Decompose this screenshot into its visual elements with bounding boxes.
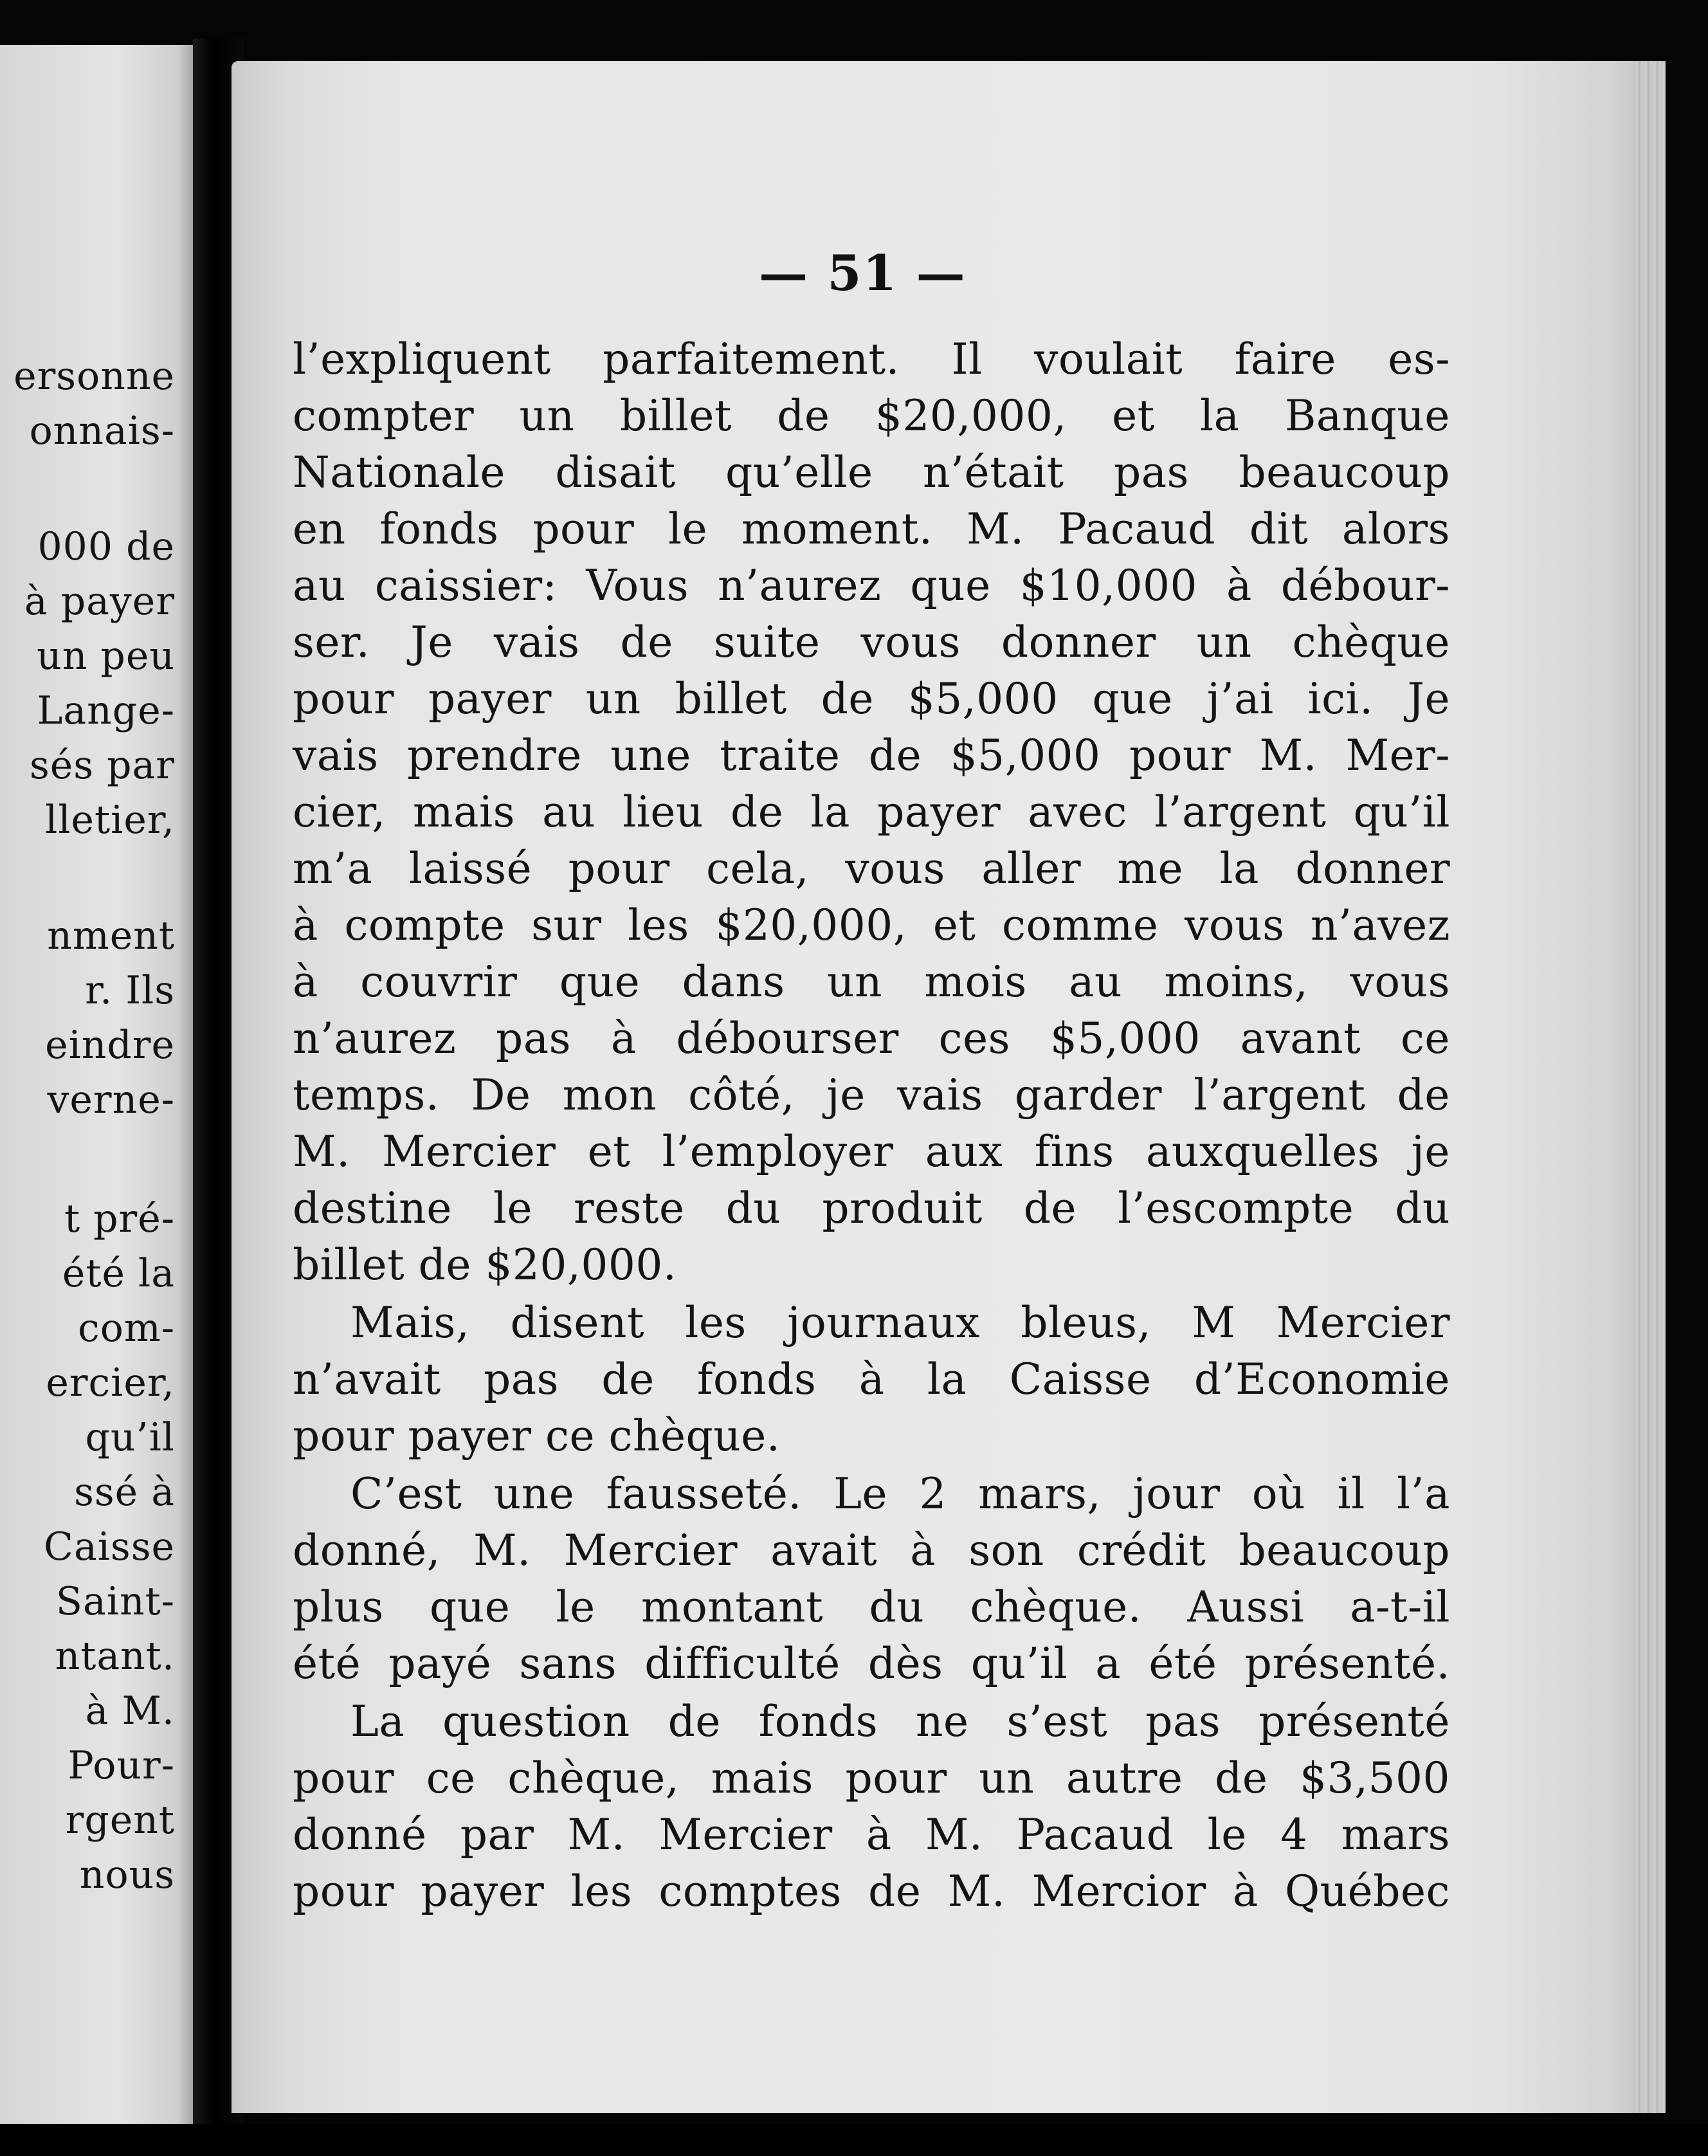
previous-page-line: à M.	[85, 1688, 175, 1733]
previous-page-line: Lange-	[37, 688, 175, 733]
previous-page-line: rgent	[65, 1798, 175, 1843]
text-line: compter un billet de $20,000, et la Banque	[293, 391, 1450, 441]
previous-page-fragment	[0, 45, 193, 2129]
text-line: au caissier: Vous n’aurez que $10,000 à débour-	[293, 561, 1450, 610]
previous-page-line: r. Ils	[85, 968, 175, 1013]
text-line: n’aurez pas à débourser ces $5,000 avant ce	[293, 1014, 1450, 1063]
previous-page-line: ssé à	[74, 1470, 175, 1515]
text-line: donné par M. Mercier à M. Pacaud le 4 mars	[293, 1810, 1450, 1859]
text-line: ser. Je vais de suite vous donner un chèque	[293, 617, 1450, 667]
text-line: n’avait pas de fonds à la Caisse d’Economie	[293, 1355, 1450, 1404]
text-line: pour payer ce chèque.	[293, 1411, 781, 1461]
text-line: M. Mercier et l’employer aux fins auxquelles je	[293, 1127, 1450, 1176]
text-line: plus que le montant du chèque. Aussi a-t-il	[293, 1582, 1450, 1632]
text-line: l’expliquent parfaitement. Il voulait faire es-	[293, 334, 1450, 384]
previous-page-line: lletier,	[45, 798, 175, 843]
text-line: Nationale disait qu’elle n’était pas beaucoup	[293, 448, 1450, 497]
text-line: été payé sans difficulté dès qu’il a été présenté.	[293, 1639, 1450, 1688]
previous-page-line: sés par	[29, 743, 175, 788]
previous-page-line: ersonne	[14, 354, 175, 399]
page-number: — 51 —	[759, 244, 967, 302]
text-line: vais prendre une traite de $5,000 pour M. Mer-	[293, 731, 1450, 780]
previous-page-line: ercier,	[46, 1360, 175, 1405]
text-line: destine le reste du produit de l’escompte du	[293, 1183, 1450, 1233]
previous-page-line: ntant.	[55, 1634, 175, 1679]
text-line: temps. De mon côté, je vais garder l’argent de	[293, 1070, 1450, 1120]
previous-page-line: qu’il	[85, 1415, 175, 1460]
previous-page-line: Caisse	[44, 1524, 175, 1569]
previous-page-line: verne-	[47, 1077, 175, 1122]
previous-page-line: Pour-	[68, 1743, 175, 1788]
text-line: en fonds pour le moment. M. Pacaud dit alors	[293, 504, 1450, 554]
text-line: à compte sur les $20,000, et comme vous n’avez	[293, 900, 1450, 950]
previous-page-line: t pré-	[64, 1196, 175, 1241]
previous-page-line: onnais-	[29, 408, 175, 453]
text-line: cier, mais au lieu de la payer avec l’argent qu’il	[293, 787, 1450, 837]
previous-page-line: un peu	[37, 634, 175, 679]
text-line: pour ce chèque, mais pour un autre de $3,500	[293, 1753, 1450, 1803]
page-edge-stack	[1633, 61, 1666, 2113]
previous-page-line: nment	[47, 913, 175, 958]
previous-page-line: nous	[79, 1852, 175, 1897]
text-line: C’est une fausseté. Le 2 mars, jour où il l’a	[350, 1469, 1450, 1519]
text-line: à couvrir que dans un mois au moins, vous	[293, 957, 1450, 1007]
text-line: donné, M. Mercier avait à son crédit beaucoup	[293, 1526, 1450, 1575]
scan-bottom-border	[0, 2124, 1708, 2156]
previous-page-line: 000 de	[37, 524, 175, 569]
text-line: La question de fonds ne s’est pas présenté	[350, 1697, 1450, 1746]
text-line: Mais, disent les journaux bleus, M Mercier	[350, 1298, 1450, 1348]
previous-page-line: Saint-	[55, 1579, 175, 1624]
previous-page-line: été la	[62, 1251, 175, 1296]
previous-page-line: com-	[78, 1306, 175, 1351]
previous-page-line: à payer	[24, 579, 175, 624]
text-line: pour payer les comptes de M. Mercior à Québec	[293, 1867, 1450, 1916]
text-line: pour payer un billet de $5,000 que j’ai ici. Je	[293, 674, 1450, 724]
previous-page-line: eindre	[45, 1023, 175, 1068]
text-line: billet de $20,000.	[293, 1240, 677, 1290]
text-line: m’a laissé pour cela, vous aller me la donner	[293, 844, 1450, 893]
